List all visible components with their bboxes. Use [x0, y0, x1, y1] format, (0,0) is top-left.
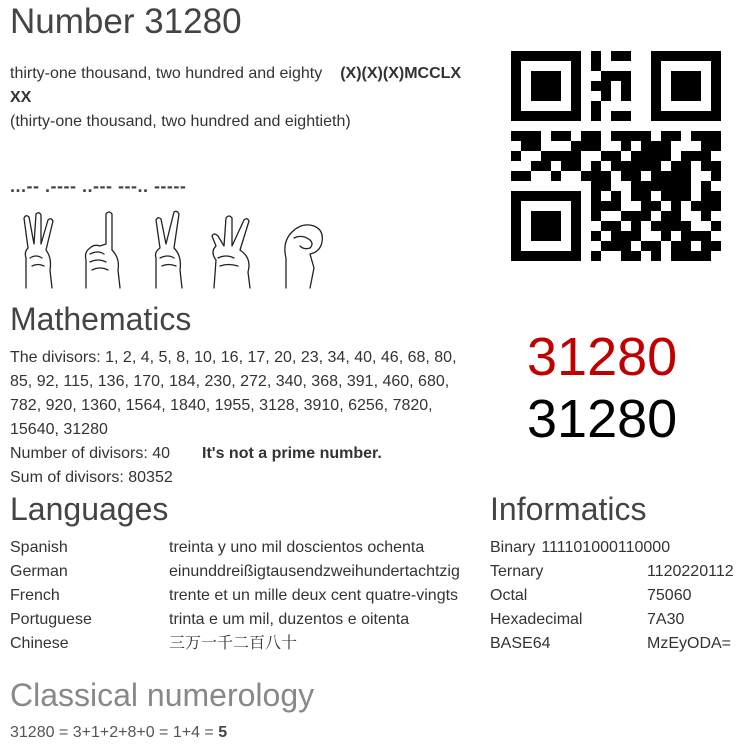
sign-hand-3-icon: [24, 213, 53, 288]
base-label: Hexadecimal: [490, 611, 583, 628]
base-value: 111101000110000: [541, 539, 671, 556]
page-title: Number 31280: [10, 2, 242, 41]
sign-hand-8-icon: [212, 216, 250, 288]
base-label: BASE64: [490, 635, 551, 652]
language-row: [10, 632, 460, 656]
sign-hand-0-icon: [285, 225, 322, 288]
informatics-table: [490, 536, 734, 656]
language-name: German: [10, 563, 68, 580]
prime-status: It's not a prime number.: [202, 445, 382, 462]
qr-code: [511, 51, 721, 261]
language-row: [10, 608, 460, 632]
language-row: [10, 560, 460, 584]
languages-table: [10, 536, 460, 656]
base-value: 7A30: [647, 611, 685, 628]
numerology-heading: Classical numerology: [10, 677, 315, 713]
sign-hand-1-icon: [86, 212, 121, 288]
sign-hand-2-icon: [156, 211, 183, 288]
language-text: 三万一千二百八十: [169, 635, 298, 652]
language-text: trente et un mille deux cent quatre-vingts: [169, 587, 459, 604]
language-name: Portuguese: [10, 611, 92, 628]
base-label: Binary: [490, 539, 536, 556]
language-text: trinta e um mil, duzentos e oitenta: [169, 611, 410, 628]
language-text: treinta y uno mil doscientos ochenta: [169, 539, 425, 556]
number-words: [10, 62, 475, 134]
mathematics-heading: Mathematics: [10, 301, 192, 337]
base-value: MzEyODA=: [647, 635, 732, 652]
language-name: Chinese: [10, 635, 69, 652]
base-label: Ternary: [490, 563, 544, 580]
informatics-heading: Informatics: [490, 491, 647, 527]
language-name: Spanish: [10, 539, 68, 556]
base-value: 1120220112: [647, 563, 734, 580]
sum-of-divisors: Sum of divisors: 80352: [10, 469, 173, 486]
morse-code: ...-- .---- ..--- ---.. -----: [10, 176, 187, 196]
language-row: [10, 584, 460, 608]
ordinal-text: (thirty-one thousand, two hundred and eightieth): [10, 113, 351, 130]
words-text: thirty-one thousand, two hundred and eighty: [10, 65, 323, 82]
number-display-black: 31280: [527, 389, 678, 449]
languages-heading: Languages: [10, 491, 169, 527]
language-text: einunddreißigtausendzweihundertachtzig: [169, 563, 460, 580]
informatics-row: [490, 560, 734, 584]
informatics-row: [490, 632, 734, 656]
number-display-red: 31280: [527, 327, 678, 387]
sign-language-hands: [18, 208, 338, 292]
numerology-result: 5: [218, 724, 228, 741]
numerology-sum: 31280 = 3+1+2+8+0 = 1+4 =: [10, 724, 219, 741]
informatics-row: [490, 536, 734, 560]
informatics-row: [490, 608, 734, 632]
base-value: 75060: [647, 587, 692, 604]
number-of-divisors: Number of divisors: 40: [10, 445, 171, 462]
roman-numeral: (X)(X)(X)MCCLX XX: [10, 65, 462, 106]
language-name: French: [10, 587, 60, 604]
divisors-list: The divisors: 1, 2, 4, 5, 8, 10, 16, 17, 20, 23, 34, 40, 46, 68, 80, 85, 92, 115, 136, 170, 184, 230, 272, 340, 368, 391, 460, 680, 782, 920, 1360, 1564, 1840, 1955, 3128, 3910, 6256, 7820, 15640, 31280: [10, 349, 457, 438]
numerology-formula: [10, 724, 227, 742]
language-row: [10, 536, 460, 560]
base-label: Octal: [490, 587, 528, 604]
informatics-row: [490, 584, 734, 608]
